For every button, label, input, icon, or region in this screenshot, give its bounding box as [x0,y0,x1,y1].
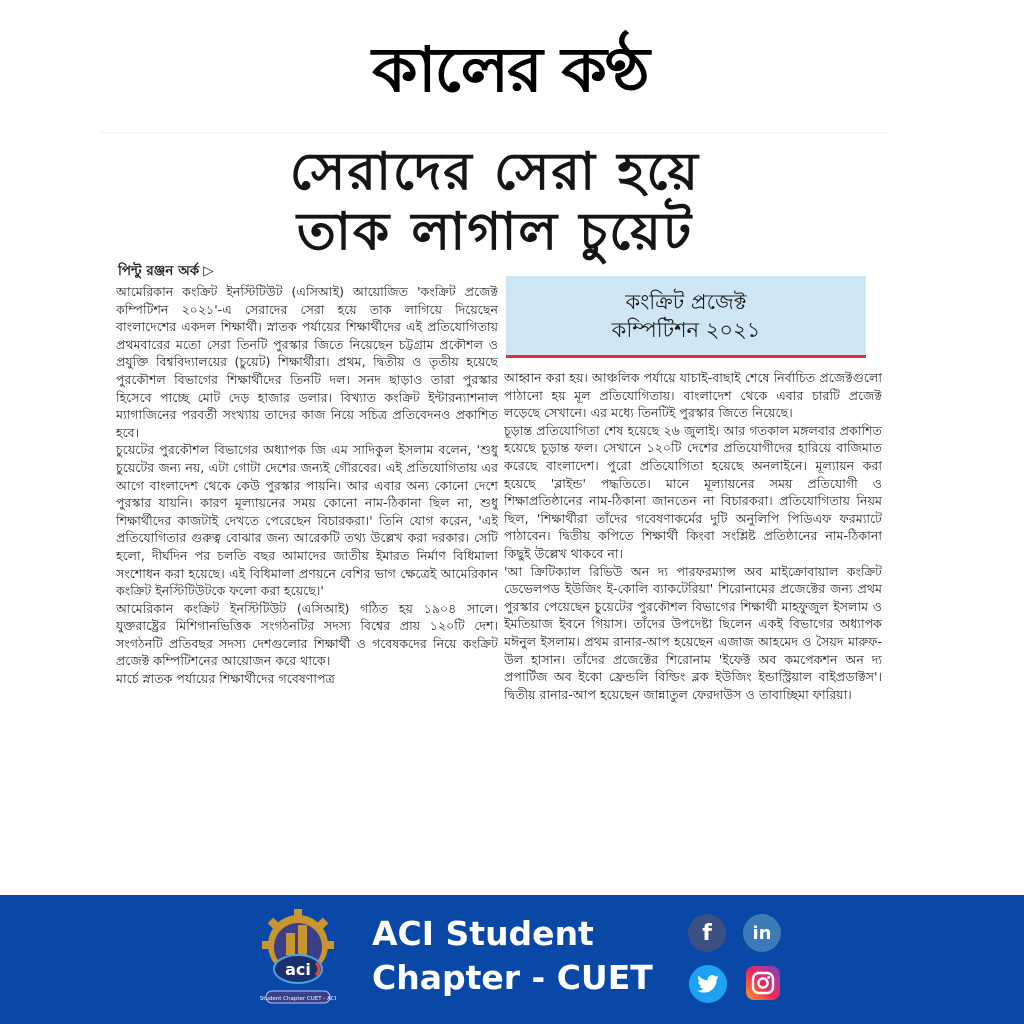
brand-line-1: ACI Student [372,914,594,953]
callout-line-2: কম্পিটিশন ২০২১ [611,317,761,342]
twitter-bird-icon [697,975,719,993]
callout-line-1: কংক্রিট প্রজেক্ট [625,289,747,314]
paragraph: আমেরিকান কংক্রিট ইনস্টিটিউট (এসিআই) গঠিত হয় ১৯০৪ সালে। যুক্তরাষ্ট্রের মিশিগানভিত্তিক সংগঠনটির সদস্য বিশ্বের প্রায় ১২০টি দেশ। সংগঠনটি প্রতিবছর সদস্য দেশগুলোর শিক্ষার্থী ও গবেষকদের নিয়ে কংক্রিট প্রজেক্ট কম্পিটিশনের আয়োজন করে থাকে। [116,600,498,669]
svg-text:aci: aci [285,960,311,979]
facebook-icon[interactable]: f [688,914,726,952]
paragraph: আমেরিকান কংক্রিট ইনস্টিটিউট (এসিআই) আয়োজিত 'কংক্রিট প্রজেক্ট কম্পিটিশন ২০২১'-এ সেরাদের সেরা হয়ে তাক লাগিয়ে দিয়েছেন বাংলাদেশের একদল শিক্ষার্থী। স্নাতক পর্যায়ের শিক্ষার্থীদের এই প্রতিযোগিতায় প্রথমবারের মতো সেরা তিনটি পুরস্কার জিতে নিয়েছেন চট্টগ্রাম প্রকৌশল ও প্রযুক্তি বিশ্ববিদ্যালয়ের (চুয়েট) শিক্ষার্থীরা। প্রথম, দ্বিতীয় ও তৃতীয় হয়েছে পুরকৌশল বিভাগের শিক্ষার্থীদের তিনটি দল। সনদ ছাড়াও তারা পুরস্কার হিসেবে পাচ্ছে মোট দেড় হাজার ডলার। বিখ্যাত কংক্রিট ইন্টারন্যাশনাল ম্যাগাজিনের পরবর্তী সংখ্যায় তাদের কাজ নিয়ে সচিত্র প্রতিবেদনও প্রকাশিত হবে। [116,284,498,440]
brand-line-2: Chapter - CUET [372,958,653,997]
paragraph: মার্চে স্নাতক পর্যায়ের শিক্ষার্থীদের গবেষণাপত্র [116,671,335,687]
callout-box [506,276,866,358]
svg-text:Student Chapter CUET - ACI: Student Chapter CUET - ACI [259,996,337,1002]
paragraph: 'আ ক্রিটিক্যাল রিভিউ অন দ্য পারফরম্যান্স অব মাইক্রোবায়াল কংক্রিট ডেভেলপড ইউজিং ই-কোলি ব্যাকটেরিয়া' শিরোনামের প্রজেক্টের জন্য প্রথম পুরস্কার পেয়েছেন চুয়েটের পুরকৌশল বিভাগের শিক্ষার্থী মাহফুজুল ইসলাম ও ইমতিয়াজ ইবনে গিয়াস। তাঁদের উপদেষ্টা ছিলেন একই বিভাগের অধ্যাপক মঈনুল ইসলাম। প্রথম রানার-আপ হয়েছেন এজাজ আহমেদ ও সৈয়দ মারুফ-উল হাসান। তাঁদের প্রজেক্টের শিরোনাম 'ইফেক্ট অব কমপেকশন অন দ্য প্রপার্টিজ অব ইকো ফ্রেন্ডলি বিল্ডিং ব্লক ইউজিং ইন্ডাস্ট্রিয়াল বাইপ্রডাক্টস'। দ্বিতীয় রানার-আপ হয়েছেন জান্নাতুল ফেরদাউস ও তাবাচ্ছিমা ফারিয়া। [504,563,882,702]
article-column-right [504,369,882,889]
article-column-left [116,283,498,888]
newspaper-masthead: কালের কণ্ঠ [372,32,648,106]
masthead-divider [100,132,890,133]
aci-logo-icon [258,907,338,1011]
paragraph: আহ্বান করা হয়। আঞ্চলিক পর্যায়ে যাচাই-বাছাই শেষে নির্বাচিত প্রজেক্টগুলো পাঠানো হয় মূল প্রতিযোগিতায়। বাংলাদেশ থেকে এবার চারটি প্রজেক্ট লড়েছে সেখানে। এর মধ্যে তিনটিই পুরস্কার জিতে নিয়েছে। [504,370,882,421]
linkedin-icon[interactable]: in [743,914,781,952]
byline-triangle-icon: ▷ [203,263,214,279]
instagram-icon[interactable] [746,966,780,1000]
chapter-name [372,912,672,1000]
aci-logo [258,907,338,1011]
paragraph: চূড়ান্ত প্রতিযোগিতা শেষ হয়েছে ২৬ জুলাই। আর গতকাল মঙ্গলবার প্রকাশিত হয়েছে চূড়ান্ত ফল। সেখানে ১২০টি দেশের প্রতিযোগীদের হারিয়ে বাজিমাত করেছে বাংলাদেশ। পুরো প্রতিযোগিতা হয়েছে অনলাইনে। মূল্যায়ন করা হয়েছে 'ব্লাইন্ড' পদ্ধতিতে। মানে মূল্যায়নের সময় প্রতিযোগী ও শিক্ষাপ্রতিষ্ঠানের নাম-ঠিকানা জানতেন না বিচারকরা। প্রতিযোগিতায় নিয়ম ছিল, 'শিক্ষার্থীরা তাঁদের গবেষণাকর্মের দুটি অনুলিপি পিডিএফ ফরম্যাটে পাঠাবেন। দ্বিতীয় কপিতে শিক্ষার্থী কিংবা সংশ্লিষ্ট প্রতিষ্ঠানের নাম-ঠিকানা কিছুই উল্লেখ থাকবে না। [504,422,882,561]
article-headline [150,142,840,262]
headline-line-2: তাক লাগাল চুয়েট [296,201,694,262]
author-name: পিন্টু রঞ্জন অর্ক [118,263,200,279]
twitter-icon[interactable] [689,965,727,1003]
article-byline [118,262,498,280]
paragraph: চুয়েটের পুরকৌশল বিভাগের অধ্যাপক জি এম সাদিকুল ইসলাম বলেন, 'শুধু চুয়েটের জন্য নয়, এটা গোটা দেশের জন্যই গৌরবের। এই প্রতিযোগিতায় এর আগে বাংলাদেশ থেকে কেউ পুরস্কার পায়নি। আর এবার অন্য কোনো দেশে পুরস্কার যায়নি। কারণ মূল্যায়নের সময় কোনো নাম-ঠিকানা ছিল না, শুধু শিক্ষার্থীদের কাজটাই দেখতে পেরেছেন বিচারকরা।' তিনি যোগ করেন, 'এই প্রতিযোগিতার গুরুত্ব বোঝার জন্য আরেকটি তথ্য উল্লেখ করা দরকার। সেটি হলো, দীর্ঘদিন পর চলতি বছর আমাদের জাতীয় ইমারত নির্মাণ বিধিমালা সংশোধন করা হয়েছে। এই বিধিমালা প্রণয়নে বেশির ভাগ ক্ষেত্রেই আমেরিকান কংক্রিট ইনস্টিটিউটকে ফলো করা হয়েছে।' [116,442,498,599]
headline-line-1: সেরাদের সেরা হয়ে [289,141,701,202]
instagram-camera-icon [751,971,775,995]
